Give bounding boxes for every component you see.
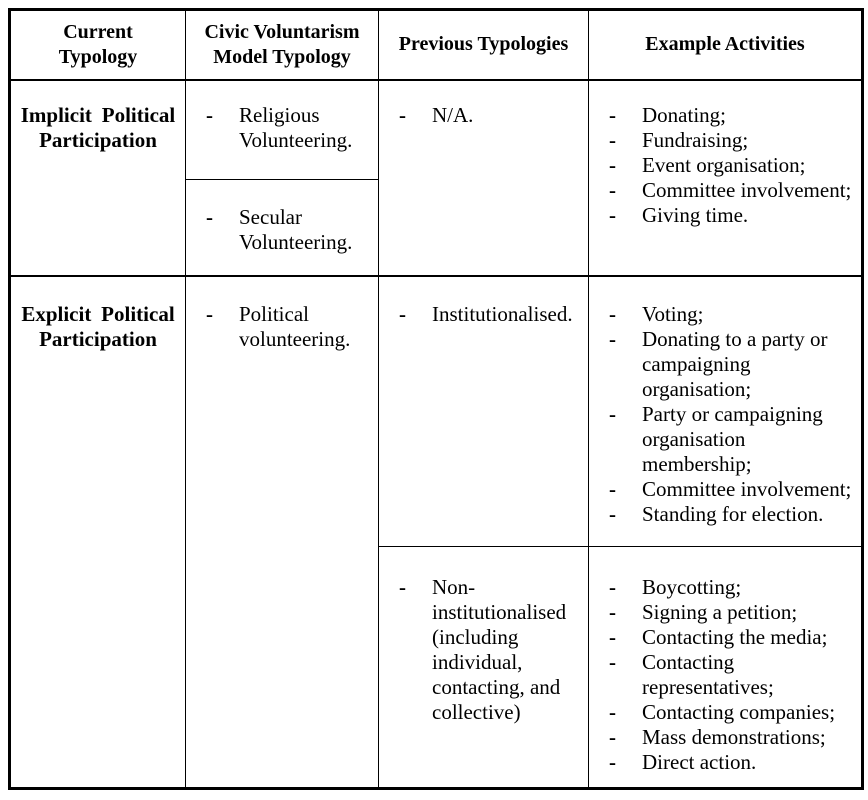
list-item-text: Mass demonstrations; (642, 725, 826, 749)
list-item-text: Contacting companies; (642, 700, 836, 724)
dash-bullet: - (399, 102, 406, 127)
cell-institutionalised-activities (589, 276, 863, 547)
list-item-text: Committee involvement; (642, 177, 852, 202)
list-item-text: Committee involvement; (642, 476, 852, 501)
list-item-text: Institutionalised. (432, 301, 573, 326)
typology-name: Explicit Political Participation (21, 301, 175, 351)
dash-bullet: - (399, 575, 406, 599)
list-item-text: Non-institutionalised (including individual, contacting, and collective) (432, 575, 567, 724)
list-item (589, 402, 853, 477)
list-item (589, 302, 853, 327)
list-item-text: N/A. (432, 102, 474, 127)
dash-bullet: - (609, 102, 616, 127)
dash-bullet: - (609, 650, 616, 674)
list-item-text: Event organisation; (642, 152, 806, 177)
header-cell-cvm-typology (186, 10, 379, 80)
dash-bullet: - (609, 600, 616, 624)
list-item-text: Standing for election. (642, 501, 824, 526)
list-item (589, 178, 853, 203)
list-item-text: Direct action. (642, 750, 757, 774)
dash-bullet: - (206, 102, 213, 127)
header-label: Current Typology (58, 20, 138, 68)
list-item-text: Contacting the media; (642, 625, 828, 649)
header-cell-previous-typologies (379, 10, 589, 80)
list-item-text: Secular Volunteering. (239, 205, 353, 254)
list-item (589, 725, 853, 750)
list-item (589, 650, 853, 700)
header-cell-example-activities (589, 10, 863, 80)
list-item-text: Signing a petition; (642, 600, 798, 624)
list-item (379, 103, 580, 128)
cell-non-institutionalised (379, 547, 589, 789)
list-item (379, 302, 580, 327)
cell-political-volunteering (186, 276, 379, 789)
row-explicit-sub-a (10, 276, 863, 547)
typology-name: Implicit Political Participation (20, 102, 176, 152)
dash-bullet: - (609, 625, 616, 649)
dash-bullet: - (609, 725, 616, 749)
list-item-text: Party or campaigning organisation membership; (642, 401, 823, 476)
dash-bullet: - (609, 202, 616, 227)
dash-bullet: - (609, 476, 616, 501)
list-item-text: Boycotting; (642, 575, 742, 599)
dash-bullet: - (609, 501, 616, 526)
dash-bullet: - (609, 326, 616, 351)
cell-religious-volunteering (186, 80, 379, 180)
list-item (589, 477, 853, 502)
header-cell-current-typology (10, 10, 186, 80)
list-item (589, 750, 853, 775)
list-item (379, 575, 580, 725)
header-label: Previous Typologies (398, 33, 569, 56)
list-item (589, 128, 853, 153)
list-item (589, 502, 853, 527)
list-item (589, 103, 853, 128)
list-item (589, 700, 853, 725)
cell-implicit-typology (10, 80, 186, 276)
list-item-text: Donating to a party or campaigning organisation; (642, 326, 828, 401)
list-item-text: Voting; (642, 301, 704, 326)
header-label: Example Activities (645, 33, 805, 56)
dash-bullet: - (609, 152, 616, 177)
list-item (589, 625, 853, 650)
cell-institutionalised (379, 276, 589, 547)
list-item-text: Religious Volunteering. (239, 102, 353, 152)
cell-secular-volunteering (186, 180, 379, 276)
cell-explicit-typology (10, 276, 186, 789)
list-item (589, 600, 853, 625)
dash-bullet: - (609, 127, 616, 152)
list-item-text: Fundraising; (642, 127, 749, 152)
list-item-text: Donating; (642, 102, 726, 127)
dash-bullet: - (399, 301, 406, 326)
dash-bullet: - (609, 401, 616, 426)
list-item (589, 203, 853, 228)
list-item (589, 327, 853, 402)
cell-previous-na (379, 80, 589, 276)
row-implicit-sub-a (10, 80, 863, 180)
dash-bullet: - (609, 177, 616, 202)
list-item (589, 575, 853, 600)
list-item (186, 205, 370, 255)
dash-bullet: - (206, 301, 213, 326)
list-item-text: Giving time. (642, 202, 749, 227)
typology-table (8, 8, 864, 790)
dash-bullet: - (609, 700, 616, 724)
header-label: Civic Voluntarism Model Typology (204, 20, 360, 68)
list-item (186, 302, 370, 352)
list-item-text: Contacting representatives; (642, 650, 774, 699)
list-item (186, 103, 370, 153)
dash-bullet: - (609, 750, 616, 774)
dash-bullet: - (206, 205, 213, 229)
dash-bullet: - (609, 575, 616, 599)
cell-non-institutionalised-activities (589, 547, 863, 789)
cell-implicit-activities (589, 80, 863, 276)
list-item (589, 153, 853, 178)
list-item-text: Political volunteering. (239, 301, 351, 351)
header-row (10, 10, 863, 80)
dash-bullet: - (609, 301, 616, 326)
